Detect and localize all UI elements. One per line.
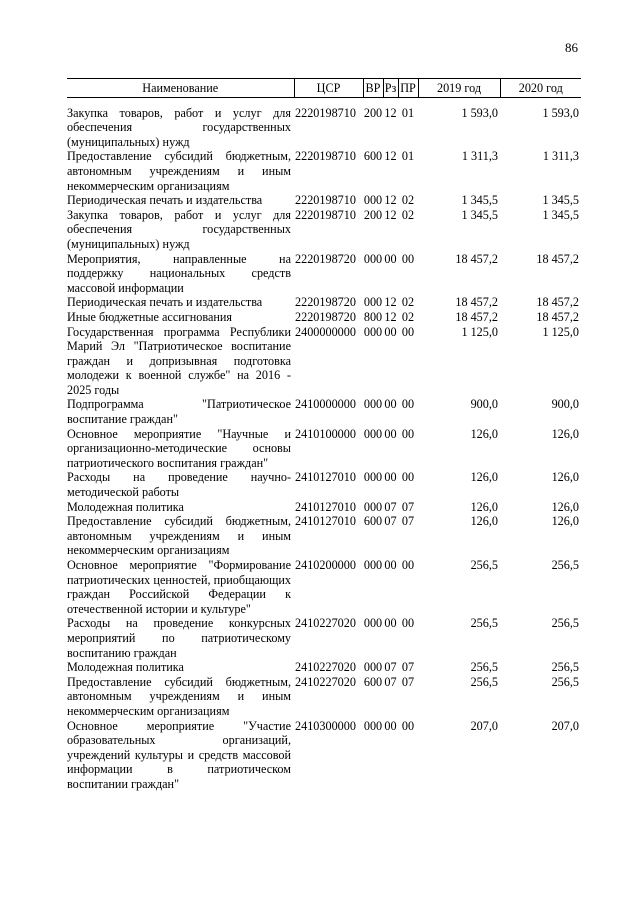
cell-vr: 600 — [363, 674, 383, 689]
table-row — [67, 252, 581, 296]
cell-vr: 000 — [363, 499, 383, 514]
cell-name: Периодическая печать и издательства — [67, 193, 263, 208]
cell-2019: 1 125,0 — [461, 324, 498, 339]
cell-name: Основное мероприятие "Формирование патриотических ценностей, приобщающих граждан Российской Федерации к отечественной истории и культуре" — [67, 558, 291, 616]
cell-pr: 00 — [401, 616, 415, 631]
cell-2019: 1 593,0 — [461, 105, 498, 120]
header-pr: ПР — [398, 79, 418, 98]
cell-2020: 1 593,0 — [542, 105, 579, 120]
cell-csr: 2410000000 — [295, 397, 356, 412]
cell-pr: 00 — [401, 426, 415, 441]
header-name: Наименование — [67, 79, 294, 98]
table-row — [67, 97, 581, 149]
cell-2019: 18 457,2 — [455, 295, 498, 310]
cell-rz: 00 — [384, 324, 397, 339]
cell-rz: 12 — [384, 105, 397, 120]
page-number: 86 — [565, 40, 578, 55]
cell-vr: 600 — [363, 149, 383, 164]
cell-vr: 000 — [363, 616, 383, 631]
cell-rz: 00 — [384, 616, 397, 631]
cell-2020: 256,5 — [551, 674, 579, 689]
cell-2019: 126,0 — [470, 426, 498, 441]
cell-csr: 2220198710 — [295, 207, 356, 222]
cell-rz: 00 — [384, 558, 397, 572]
table-header — [67, 79, 581, 98]
cell-pr: 07 — [401, 674, 415, 689]
cell-csr: 2410300000 — [295, 718, 356, 733]
cell-2020: 256,5 — [551, 616, 579, 631]
cell-csr: 2220198720 — [295, 309, 356, 324]
table-row — [67, 149, 581, 193]
cell-pr: 00 — [401, 558, 415, 572]
cell-csr: 2220198720 — [295, 251, 356, 266]
cell-2019: 126,0 — [470, 514, 498, 529]
cell-csr: 2410200000 — [295, 558, 356, 572]
cell-2019: 18 457,2 — [455, 251, 498, 266]
cell-vr: 000 — [363, 558, 383, 572]
cell-2019: 1 345,5 — [461, 193, 498, 208]
cell-2019: 1 345,5 — [461, 207, 498, 222]
table-row — [67, 208, 581, 252]
cell-2019: 126,0 — [470, 499, 498, 514]
cell-rz: 12 — [384, 193, 397, 208]
cell-pr: 07 — [401, 499, 415, 514]
cell-vr: 000 — [363, 718, 383, 733]
cell-rz: 00 — [384, 251, 397, 266]
header-vr: ВР — [363, 79, 383, 98]
cell-2019: 900,0 — [470, 397, 498, 412]
cell-csr: 2400000000 — [295, 324, 356, 339]
cell-vr: 000 — [363, 251, 383, 266]
cell-name: Основное мероприятие "Научные и организационно-методические основы патриотического воспитания граждан" — [67, 426, 291, 470]
cell-2019: 18 457,2 — [455, 309, 498, 324]
cell-csr: 2410127010 — [295, 514, 356, 529]
table-row — [67, 616, 581, 660]
table-row — [67, 660, 581, 675]
cell-vr: 200 — [363, 207, 383, 222]
cell-pr: 02 — [401, 207, 415, 222]
table-row — [67, 310, 581, 325]
table-row — [67, 470, 581, 499]
header-2019: 2019 год — [418, 79, 500, 98]
cell-rz: 07 — [384, 514, 397, 529]
table-body — [67, 97, 581, 791]
table-row — [67, 500, 581, 515]
table-row — [67, 675, 581, 719]
cell-name: Государственная программа Республики Марий Эл "Патриотическое воспитание граждан и допризывная подготовка молодежи к военной службе" на 2016 - 2025 годы — [67, 324, 291, 397]
cell-vr: 200 — [363, 105, 383, 120]
cell-pr: 01 — [401, 105, 415, 120]
cell-rz: 12 — [384, 309, 397, 324]
cell-2019: 256,5 — [470, 616, 498, 631]
cell-csr: 2220198710 — [295, 105, 356, 120]
cell-vr: 000 — [363, 397, 383, 412]
cell-2019: 1 311,3 — [461, 149, 498, 164]
cell-2020: 18 457,2 — [536, 309, 579, 324]
table-row — [67, 514, 581, 558]
cell-2019: 256,5 — [470, 674, 498, 689]
cell-pr: 01 — [401, 149, 415, 164]
cell-2020: 1 125,0 — [542, 324, 579, 339]
cell-2020: 126,0 — [551, 470, 579, 485]
cell-2020: 900,0 — [551, 397, 579, 412]
cell-2020: 1 345,5 — [542, 207, 579, 222]
cell-name: Подпрограмма "Патриотическое воспитание граждан" — [67, 397, 291, 427]
cell-name: Предоставление субсидий бюджетным, автономным учреждениям и иным некоммерческим организациям — [67, 674, 291, 718]
cell-vr: 000 — [363, 193, 383, 208]
cell-2020: 1 345,5 — [542, 193, 579, 208]
cell-csr: 2220198710 — [295, 193, 356, 208]
table-row — [67, 719, 581, 792]
cell-name: Молодежная политика — [67, 499, 184, 514]
cell-2020: 1 311,3 — [542, 149, 579, 164]
table-row — [67, 325, 581, 398]
cell-pr: 07 — [401, 514, 415, 529]
cell-name: Закупка товаров, работ и услуг для обеспечения государственных (муниципальных) нужд — [67, 105, 291, 149]
table-row — [67, 193, 581, 208]
cell-name: Предоставление субсидий бюджетным, автономным учреждениям и иным некоммерческим организациям — [67, 514, 291, 558]
cell-name: Расходы на проведение конкурсных мероприятий по патриотическому воспитанию граждан — [67, 616, 291, 660]
cell-rz: 00 — [384, 426, 397, 441]
table-row — [67, 558, 581, 616]
cell-rz: 07 — [384, 674, 397, 689]
cell-rz: 07 — [384, 499, 397, 514]
cell-vr: 000 — [363, 295, 383, 310]
cell-rz: 00 — [384, 397, 397, 412]
cell-name: Молодежная политика — [67, 660, 184, 675]
cell-pr: 02 — [401, 309, 415, 324]
cell-2020: 126,0 — [551, 426, 579, 441]
table-row — [67, 397, 581, 426]
cell-name: Мероприятия, направленные на поддержку национальных средств массовой информации — [67, 251, 291, 295]
cell-2019: 256,5 — [470, 660, 498, 675]
cell-2020: 256,5 — [551, 660, 579, 675]
cell-pr: 00 — [401, 251, 415, 266]
cell-name: Основное мероприятие "Участие образовательных организаций, учреждений культуры и средств массовой информации в патриотическом воспитании граждан" — [67, 718, 291, 791]
cell-csr: 2220198720 — [295, 295, 356, 310]
cell-csr: 2410127010 — [295, 499, 356, 514]
cell-name: Периодическая печать и издательства — [67, 295, 263, 310]
table-row — [67, 427, 581, 471]
cell-vr: 800 — [363, 309, 383, 324]
cell-vr: 000 — [363, 470, 383, 485]
cell-rz: 12 — [384, 149, 397, 164]
cell-2019: 256,5 — [470, 558, 498, 572]
cell-2019: 207,0 — [470, 718, 498, 733]
cell-csr: 2410227020 — [295, 660, 356, 675]
budget-table — [67, 78, 581, 792]
cell-rz: 00 — [384, 718, 397, 733]
cell-rz: 00 — [384, 470, 397, 485]
cell-pr: 07 — [401, 660, 415, 675]
cell-vr: 000 — [363, 324, 383, 339]
cell-vr: 000 — [363, 660, 383, 675]
cell-name: Предоставление субсидий бюджетным, автономным учреждениям и иным некоммерческим организациям — [67, 149, 291, 193]
cell-2020: 207,0 — [551, 718, 579, 733]
cell-name: Иные бюджетные ассигнования — [67, 309, 233, 324]
header-rz: Рз — [383, 79, 398, 98]
cell-2020: 126,0 — [551, 499, 579, 514]
cell-csr: 2220198710 — [295, 149, 356, 164]
cell-rz: 07 — [384, 660, 397, 675]
cell-csr: 2410227020 — [295, 616, 356, 631]
cell-2020: 126,0 — [551, 514, 579, 529]
cell-pr: 02 — [401, 295, 415, 310]
table-row — [67, 295, 581, 310]
cell-pr: 02 — [401, 193, 415, 208]
cell-name: Расходы на проведение научно-методической работы — [67, 470, 291, 500]
header-2020: 2020 год — [500, 79, 581, 98]
cell-csr: 2410100000 — [295, 426, 356, 441]
cell-2019: 126,0 — [470, 470, 498, 485]
cell-csr: 2410227020 — [295, 674, 356, 689]
cell-pr: 00 — [401, 718, 415, 733]
cell-vr: 000 — [363, 426, 383, 441]
header-csr: ЦСР — [294, 79, 363, 98]
cell-pr: 00 — [401, 397, 415, 412]
cell-2020: 18 457,2 — [536, 251, 579, 266]
cell-pr: 00 — [401, 324, 415, 339]
cell-2020: 256,5 — [551, 558, 579, 572]
cell-pr: 00 — [401, 470, 415, 485]
cell-2020: 18 457,2 — [536, 295, 579, 310]
cell-name: Закупка товаров, работ и услуг для обеспечения государственных (муниципальных) нужд — [67, 207, 291, 251]
cell-rz: 12 — [384, 295, 397, 310]
cell-rz: 12 — [384, 207, 397, 222]
cell-vr: 600 — [363, 514, 383, 529]
cell-csr: 2410127010 — [295, 470, 356, 485]
